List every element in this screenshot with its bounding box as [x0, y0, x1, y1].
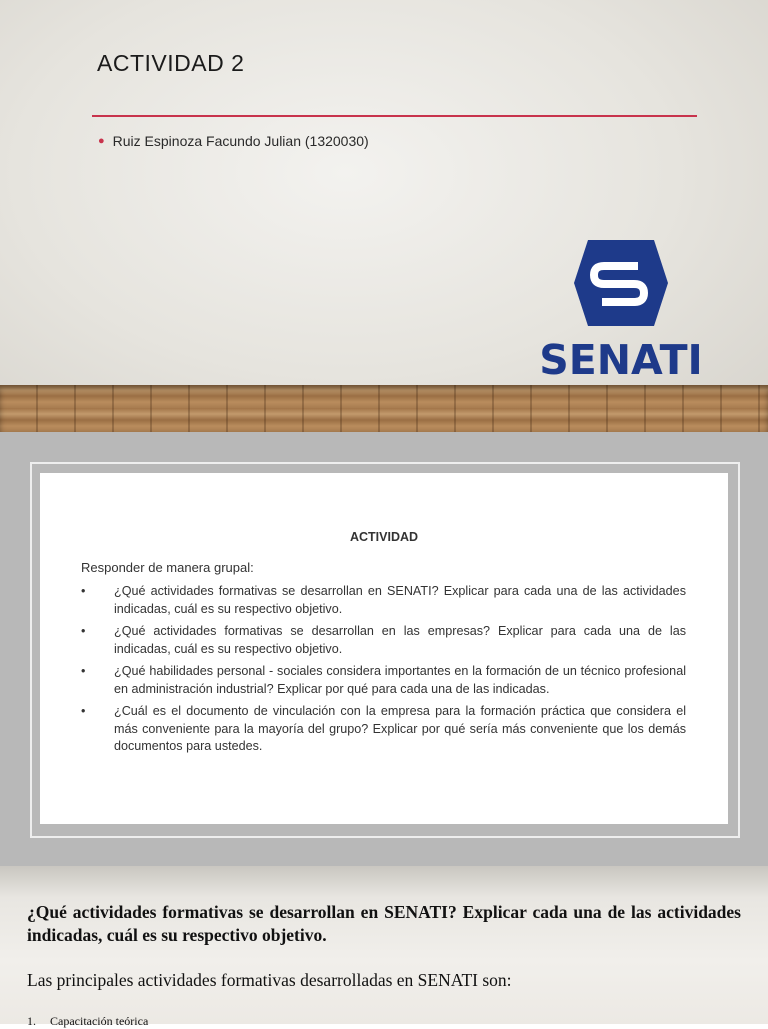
list-item: • ¿Qué actividades formativas se desarrollan en SENATI? Explicar para cada una de las actividades indicadas, cuál es su respectivo objetivo.	[81, 584, 686, 616]
author-bullet	[98, 133, 369, 149]
wood-floor-decoration	[0, 385, 768, 432]
bullet-icon: ●	[98, 135, 105, 147]
list-item: • ¿Qué habilidades personal - sociales considera importantes en la formación de un técnico profesional en administración industrial? Explicar por qué para cada una de las indicadas.	[81, 664, 686, 696]
author-name: Ruiz Espinoza Facundo Julian (1320030)	[112, 133, 369, 149]
list-item	[27, 1014, 162, 1029]
activity-intro: Responder de manera grupal:	[81, 560, 254, 575]
question-heading: ¿Qué actividades formativas se desarrollan en SENATI? Explicar cada una de las actividades indicadas, cuál es su respectivo objetivo.	[27, 902, 741, 945]
slide-title: ACTIVIDAD 2	[97, 50, 245, 76]
senati-hexagon-icon	[536, 238, 706, 333]
list-number: 1.	[27, 1014, 36, 1028]
activity-question-list	[81, 583, 686, 761]
logo-wordmark: SENATI	[539, 336, 703, 384]
list-text: Capacitación teórica	[50, 1014, 149, 1028]
title-slide	[0, 0, 768, 432]
answer-intro: Las principales actividades formativas desarrolladas en SENATI son:	[27, 970, 512, 990]
answer-page	[0, 866, 768, 1028]
activity-slide	[0, 432, 768, 866]
list-item: • ¿Cuál es el documento de vinculación con la empresa para la formación práctica que considera el más conveniente para la mayoría del grupo? Explicar por qué sería más conveniente que los demás documentos para ustedes.	[81, 704, 686, 753]
activity-heading: ACTIVIDAD	[349, 530, 419, 544]
list-item: • ¿Qué actividades formativas se desarrollan en las empresas? Explicar para cada una de las indicadas, cuál es su respectivo objetivo.	[81, 624, 686, 656]
activity-document	[40, 473, 728, 824]
title-divider	[92, 115, 697, 117]
senati-logo	[536, 238, 706, 383]
